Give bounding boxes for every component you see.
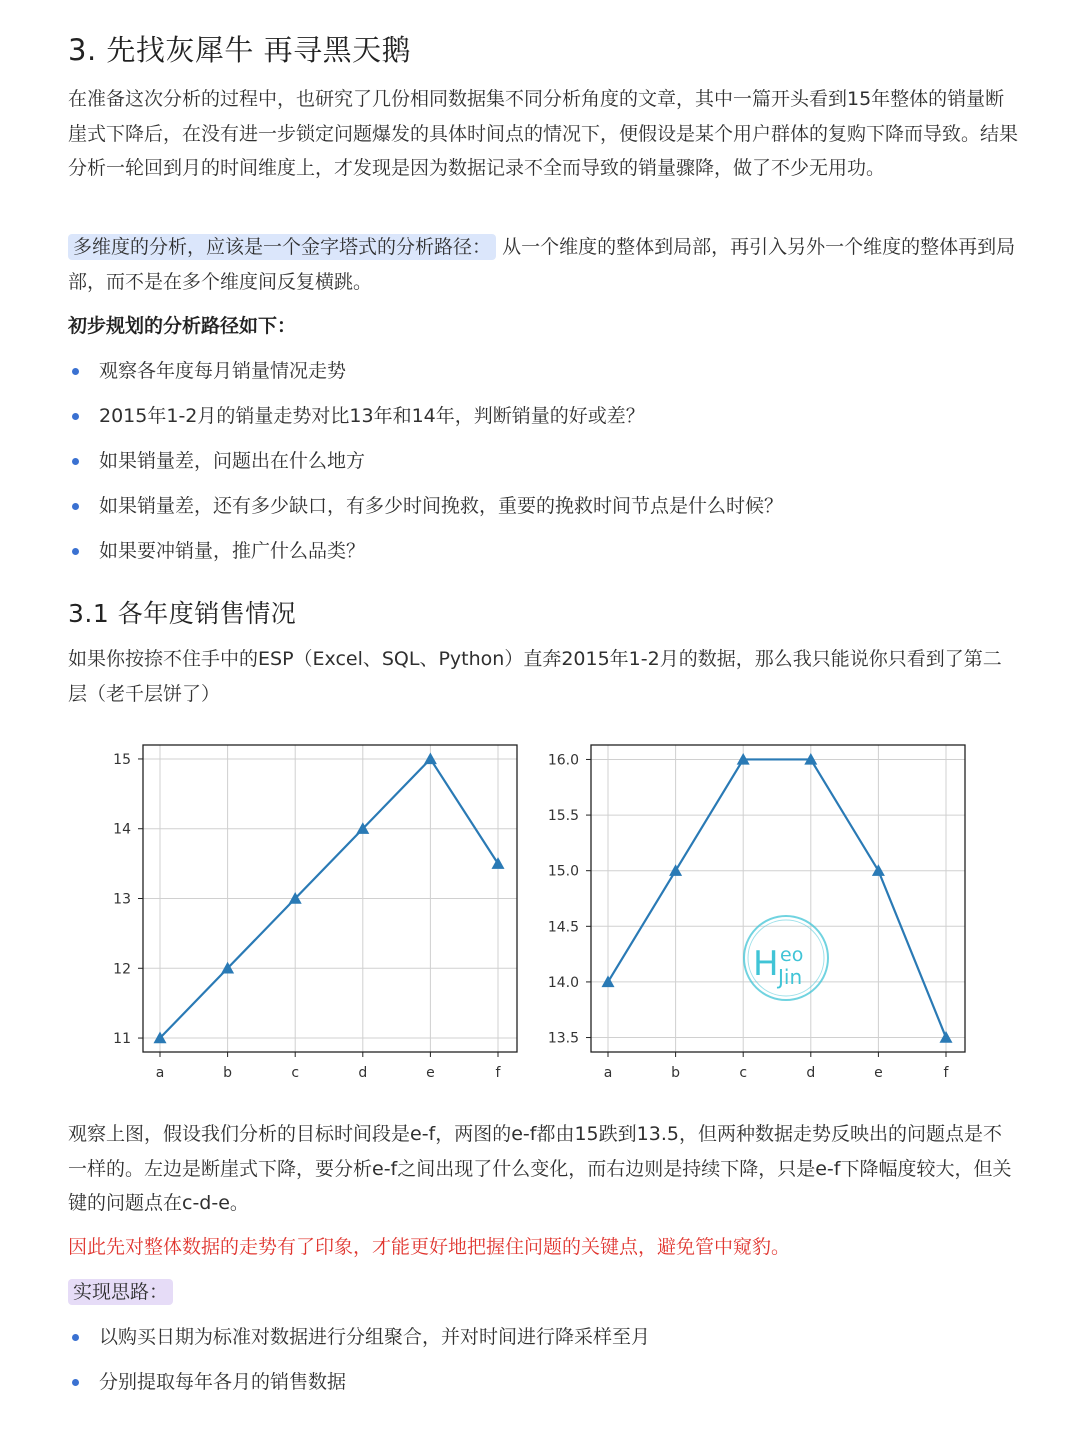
y-tick-label: 11 — [113, 1031, 131, 1048]
y-tick-label: 13 — [113, 891, 131, 908]
plan-list — [68, 349, 1018, 574]
y-tick-label: 15 — [113, 751, 131, 768]
y-tick-label: 14 — [113, 821, 131, 838]
x-tick-label: c — [739, 1065, 748, 1081]
series-line — [608, 759, 946, 1037]
x-tick-label: f — [495, 1065, 501, 1081]
plan-heading: 初步规划的分析路径如下： — [68, 315, 297, 337]
x-tick-label: e — [874, 1065, 883, 1081]
y-tick-label: 14.5 — [547, 919, 579, 936]
list-item: 如果销量差，还有多少缺口，有多少时间挽救，重要的挽救时间节点是什么时候？ — [68, 484, 1018, 529]
section-3-1-title: 3.1 各年度销售情况 — [68, 599, 297, 628]
list-item: 以购买日期为标准对数据进行分组聚合，并对时间进行降采样至月 — [68, 1315, 1018, 1360]
y-tick-label: 15.0 — [547, 863, 579, 880]
bullet-dot-icon — [72, 413, 79, 420]
list-item: 如果销量差，问题出在什么地方 — [68, 439, 1018, 484]
y-tick-label: 15.5 — [547, 808, 579, 825]
pyramid-text: 从一个维度的整体到局部，再引入另外一个维度的整体再到局部，而不是在多个维度间反复横跳。 — [68, 236, 1016, 293]
x-tick-label: d — [358, 1065, 368, 1081]
esp-paragraph: 如果你按捺不住手中的ESP（Excel、SQL、Python）直奔2015年1-2月的数据，那么我只能说你只看到了第二层（老千层饼了） — [68, 648, 1002, 705]
list-item: 如果要冲销量，推广什么品类？ — [68, 529, 1018, 574]
plot-frame — [591, 745, 965, 1052]
bullet-dot-icon — [72, 548, 79, 555]
watermark-jin: Jin — [778, 965, 803, 989]
left-line-chart — [113, 745, 517, 1081]
data-point — [940, 1031, 953, 1043]
conclusion-paragraph: 因此先对整体数据的走势有了印象，才能更好地把握住问题的关键点，避免管中窥豹。 — [68, 1236, 791, 1258]
bullet-dot-icon — [72, 368, 79, 375]
y-tick-label: 12 — [113, 961, 131, 978]
x-tick-label: a — [603, 1065, 613, 1081]
impl-label: 实现思路： — [68, 1279, 173, 1305]
impl-label-line — [68, 1275, 1018, 1310]
bullet-dot-icon — [72, 1334, 79, 1341]
list-item: 分别提取每年各月的销售数据 — [68, 1360, 1018, 1405]
data-point — [602, 975, 615, 987]
data-point — [492, 857, 505, 869]
watermark-h: H — [753, 944, 779, 984]
y-tick-label: 16.0 — [547, 752, 579, 769]
watermark-eo: eo — [780, 944, 804, 966]
bullet-dot-icon — [72, 458, 79, 465]
x-tick-label: b — [223, 1065, 233, 1081]
bullet-dot-icon — [72, 503, 79, 510]
y-tick-label: 13.5 — [547, 1030, 579, 1047]
bullet-dot-icon — [72, 1379, 79, 1386]
list-item: 观察各年度每月销量情况走势 — [68, 349, 1018, 394]
data-point — [424, 752, 437, 764]
pyramid-highlight: 多维度的分析，应该是一个金字塔式的分析路径： — [68, 234, 496, 260]
impl-list — [68, 1315, 1018, 1405]
x-tick-label: d — [806, 1065, 816, 1081]
pyramid-paragraph — [68, 230, 1018, 299]
x-tick-label: c — [291, 1065, 300, 1081]
section-3-title: 3. 先找灰犀牛 再寻黑天鹅 — [68, 33, 412, 67]
list-item: 2015年1-2月的销量走势对比13年和14年，判断销量的好或差？ — [68, 394, 1018, 439]
data-point — [872, 864, 885, 876]
y-tick-label: 14.0 — [547, 974, 579, 991]
observe-paragraph: 观察上图，假设我们分析的目标时间段是e-f，两图的e-f都由15跌到13.5，但两种数据走势反映出的问题点是不一样的。左边是断崖式下降，要分析e-f之间出现了什么变化，而右边则是持续下降，只是e-f下降幅度较大，但关键的问题点在c-d-e。 — [68, 1123, 1012, 1214]
line-charts-figure — [0, 732, 1080, 1092]
x-tick-label: e — [426, 1065, 435, 1081]
data-point — [669, 864, 682, 876]
right-line-chart — [548, 745, 965, 1081]
intro-paragraph: 在准备这次分析的过程中，也研究了几份相同数据集不同分析角度的文章，其中一篇开头看到15年整体的销量断崖式下降后，在没有进一步锁定问题爆发的具体时间点的情况下，便假设是某个用户群体的复购下降而导致。结果分析一轮回到月的时间维度上，才发现是因为数据记录不全而导致的销量骤降，做了不少无用功。 — [68, 88, 1019, 179]
x-tick-label: a — [155, 1065, 165, 1081]
x-tick-label: f — [943, 1065, 949, 1081]
x-tick-label: b — [671, 1065, 681, 1081]
watermark-logo — [744, 916, 828, 1000]
